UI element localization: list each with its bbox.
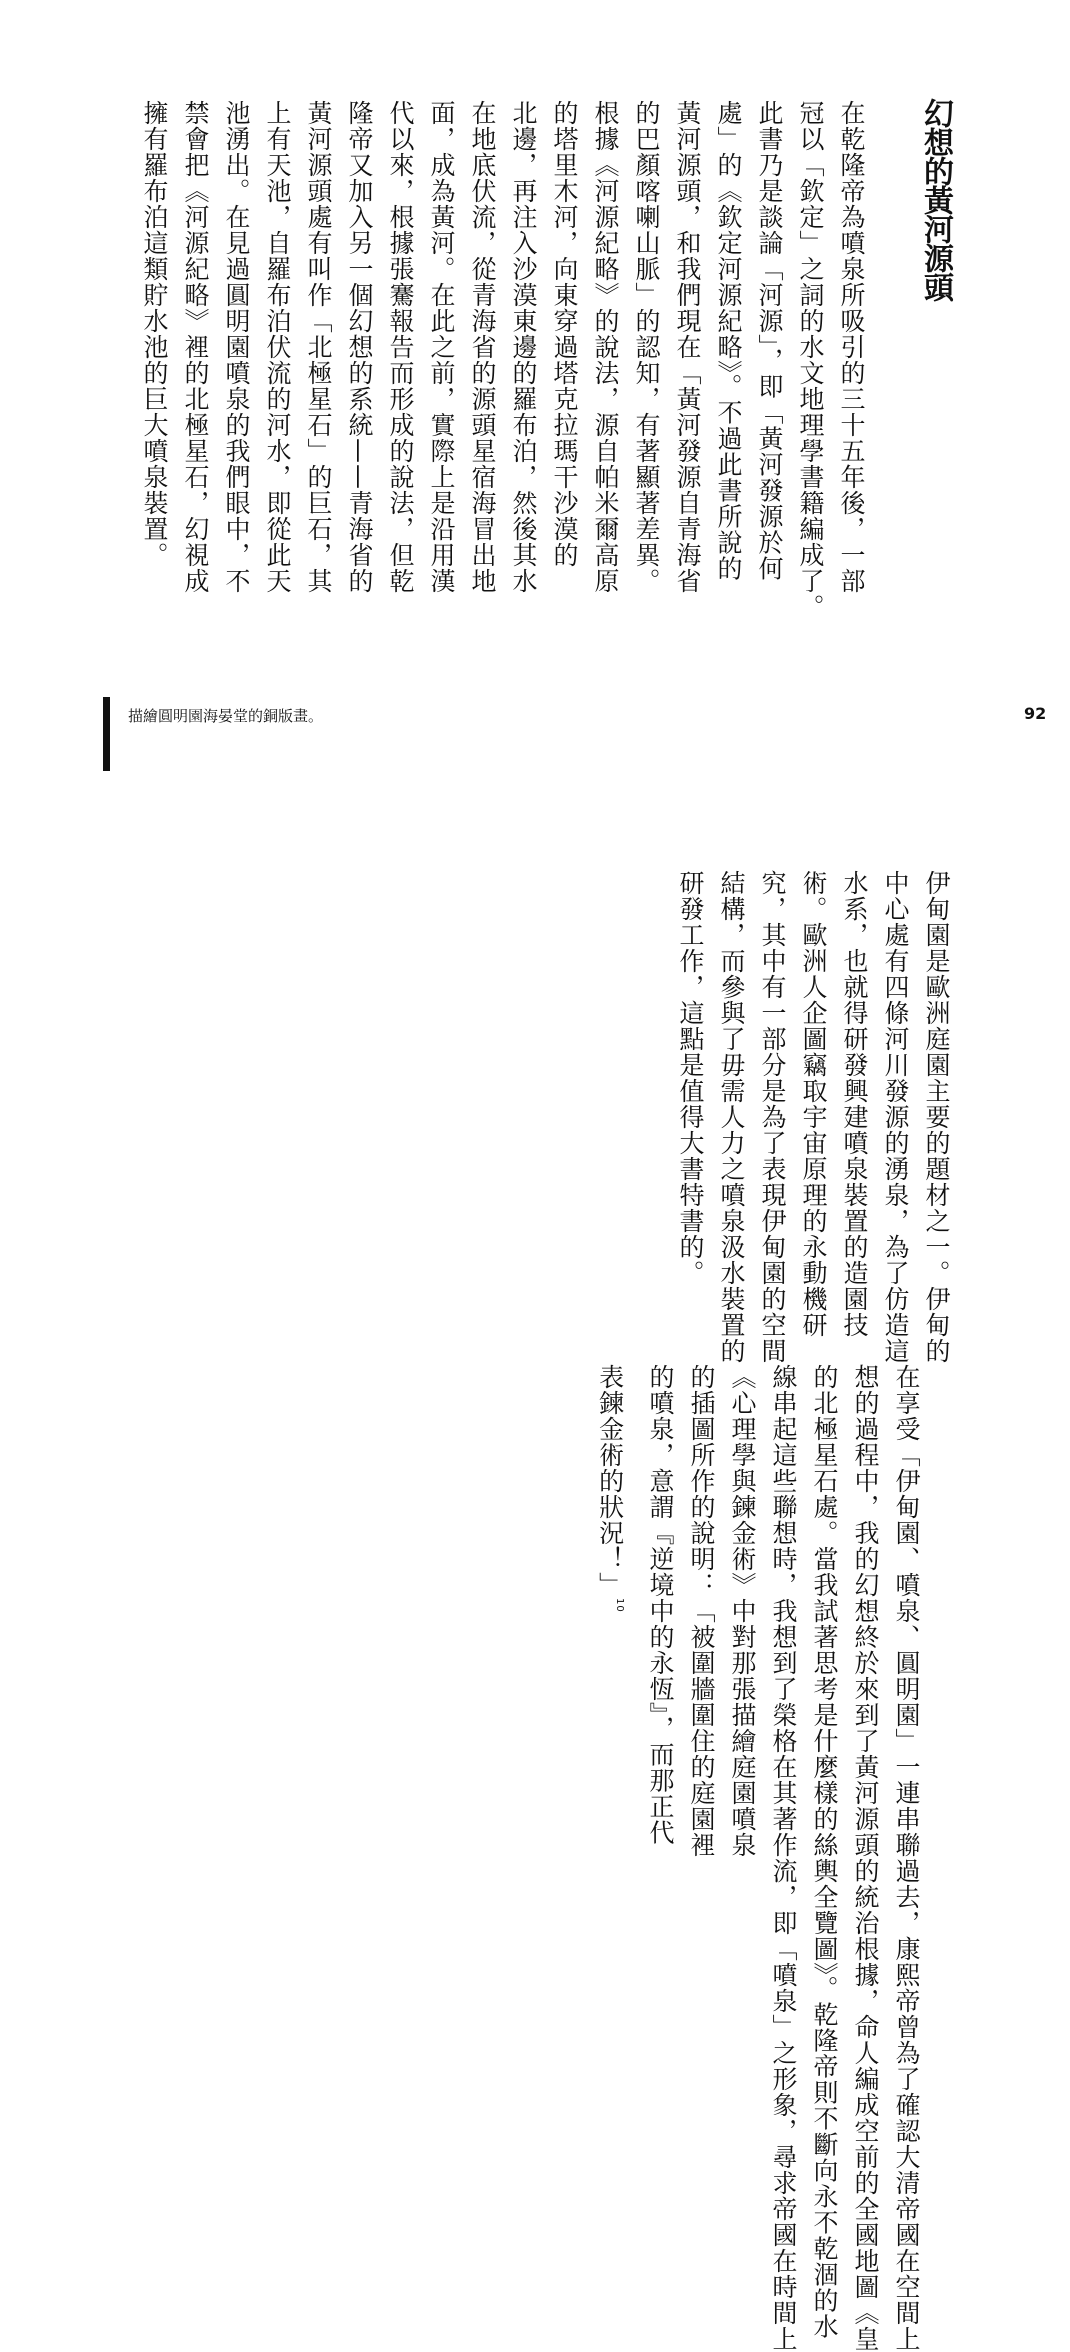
text-line-content: 的塔里木河，向東穿過塔克拉瑪干沙漠的	[550, 100, 579, 568]
text-line-content: 伊甸園是歐洲庭園主要的題材之一。伊甸的	[922, 870, 951, 1364]
caption-bar	[103, 697, 110, 771]
text-line	[875, 870, 916, 1364]
text-line	[722, 1364, 763, 1858]
text-line-content: 過去，康熙帝曾為了確認大清帝國在空間上	[892, 1858, 921, 2352]
text-line-content: 黃河源頭，和我們現在「黃河發源自青海省	[673, 100, 702, 594]
text-line	[681, 1364, 722, 1858]
text-line-content: 擁有羅布泊這類貯水池的巨大噴泉裝置。	[140, 100, 169, 568]
text-line-content: 的巴顏喀喇山脈」的認知，有著顯著差異。	[632, 100, 661, 594]
text-line-content: 北邊，再注入沙漠東邊的羅布泊，然後其水	[509, 100, 538, 594]
text-line	[339, 100, 380, 620]
text-line-content: 流，即「噴泉」之形象，尋求帝國在時間上	[769, 1858, 798, 2352]
text-line	[804, 1858, 845, 2352]
text-line	[752, 870, 793, 1364]
text-line	[886, 1858, 927, 2352]
text-line	[793, 870, 834, 1364]
text-line-content: 上有天池，自羅布泊伏流的河水，即從此天	[263, 100, 292, 594]
text-line	[711, 870, 752, 1364]
text-line	[626, 100, 667, 620]
text-line	[670, 870, 711, 1364]
top-text-block	[134, 100, 872, 620]
text-line-content: 的噴泉，意謂『逆境中的永恆』，而那正代	[646, 1364, 675, 1846]
text-line-content: 在乾隆帝為噴泉所吸引的三十五年後，一部	[837, 100, 866, 594]
text-line	[421, 100, 462, 620]
text-line-content: 禁會把《河源紀略》裡的北極星石，幻視成	[181, 100, 210, 594]
text-line	[749, 100, 790, 620]
text-line	[257, 100, 298, 620]
text-line-content: 表鍊金術的狀況！」	[595, 1364, 625, 1598]
text-line-content: 的插圖所作的說明：「被圍牆圍住的庭園裡	[687, 1364, 716, 1858]
text-line-content: 在享受「伊甸園、噴泉、圓明園」一連串聯	[892, 1364, 921, 1858]
text-line	[708, 100, 749, 620]
text-line	[585, 100, 626, 620]
text-line	[886, 1364, 927, 1858]
figure-caption: 描繪圓明園海晏堂的銅版畫。	[128, 707, 324, 725]
paragraph	[590, 1858, 927, 2352]
text-line-content: 中心處有四條河川發源的湧泉，為了仿造這	[881, 870, 910, 1364]
text-line	[763, 1858, 804, 2352]
text-line-content: 輿全覽圖》。乾隆帝則不斷向永不乾涸的水	[810, 1858, 839, 2340]
text-line	[845, 1364, 886, 1858]
text-line-content: 此書乃是談論「河源」，即「黃河發源於何	[755, 100, 784, 582]
text-line	[834, 870, 875, 1364]
text-line-content: 的統治根據，命人編成空前的全國地圖《皇	[851, 1858, 880, 2352]
text-line-content: 代以來，根據張騫報告而形成的說法，但乾	[386, 100, 415, 594]
bottom-text-block	[590, 870, 957, 2352]
text-line	[216, 100, 257, 620]
text-line-content: 研發工作，這點是值得大書特書的。	[676, 870, 705, 1286]
text-line	[804, 1364, 845, 1858]
page-number: 92	[1024, 704, 1047, 723]
text-line-content: 根據《河源紀略》的說法，源自帕米爾高原	[591, 100, 620, 594]
text-line-content: 隆帝又加入另一個幻想的系統——青海省的	[345, 100, 374, 594]
text-line	[380, 100, 421, 620]
text-line-content: 結構，而參與了毋需人力之噴泉汲水裝置的	[717, 870, 746, 1364]
text-line	[831, 100, 872, 620]
text-line	[462, 100, 503, 620]
text-line-content: 線串起這些聯想時，我想到了榮格在其著作	[769, 1364, 798, 1858]
text-line	[790, 100, 831, 620]
text-line-content: 冠以「欽定」之詞的水文地理學書籍編成了。	[796, 100, 825, 620]
text-line	[298, 100, 339, 620]
text-line-content: 究，其中有一部分是為了表現伊甸園的空間	[758, 870, 787, 1364]
text-line-content: 黃河源頭處有叫作「北極星石」的巨石，其	[304, 100, 333, 594]
text-line	[175, 100, 216, 620]
text-line	[640, 1364, 681, 1858]
text-line-content: 《心理學與鍊金術》中對那張描繪庭園噴泉	[728, 1364, 757, 1858]
text-line-content: 水系，也就得研發興建噴泉裝置的造園技	[840, 870, 869, 1338]
text-line	[134, 100, 175, 620]
text-line-content: 術。歐洲人企圖竊取宇宙原理的永動機研	[799, 870, 828, 1338]
section-title: 幻想的黃河源頭	[918, 98, 953, 301]
paragraph	[590, 870, 957, 1364]
paragraph	[590, 1364, 927, 1858]
text-line	[503, 100, 544, 620]
text-line	[916, 870, 957, 1364]
text-line-content: 處」的《欽定河源紀略》。不過此書所說的	[714, 100, 743, 582]
text-line	[590, 1364, 640, 1858]
text-line-content: 在地底伏流，從青海省的源頭星宿海冒出地	[468, 100, 497, 594]
text-line	[845, 1858, 886, 2352]
text-line-content: 面，成為黃河。在此之前，實際上是沿用漢	[427, 100, 456, 594]
text-line-content: 想的過程中，我的幻想終於來到了黃河源頭	[851, 1364, 880, 1858]
text-line-content: 的北極星石處。當我試著思考是什麼樣的絲	[810, 1364, 839, 1858]
text-line	[667, 100, 708, 620]
text-line	[544, 100, 585, 620]
paragraph	[134, 100, 872, 620]
text-line-content: 池湧出。在見過圓明園噴泉的我們眼中，不	[222, 100, 251, 594]
text-line	[763, 1364, 804, 1858]
footnote-reference: 10	[614, 1598, 625, 1613]
